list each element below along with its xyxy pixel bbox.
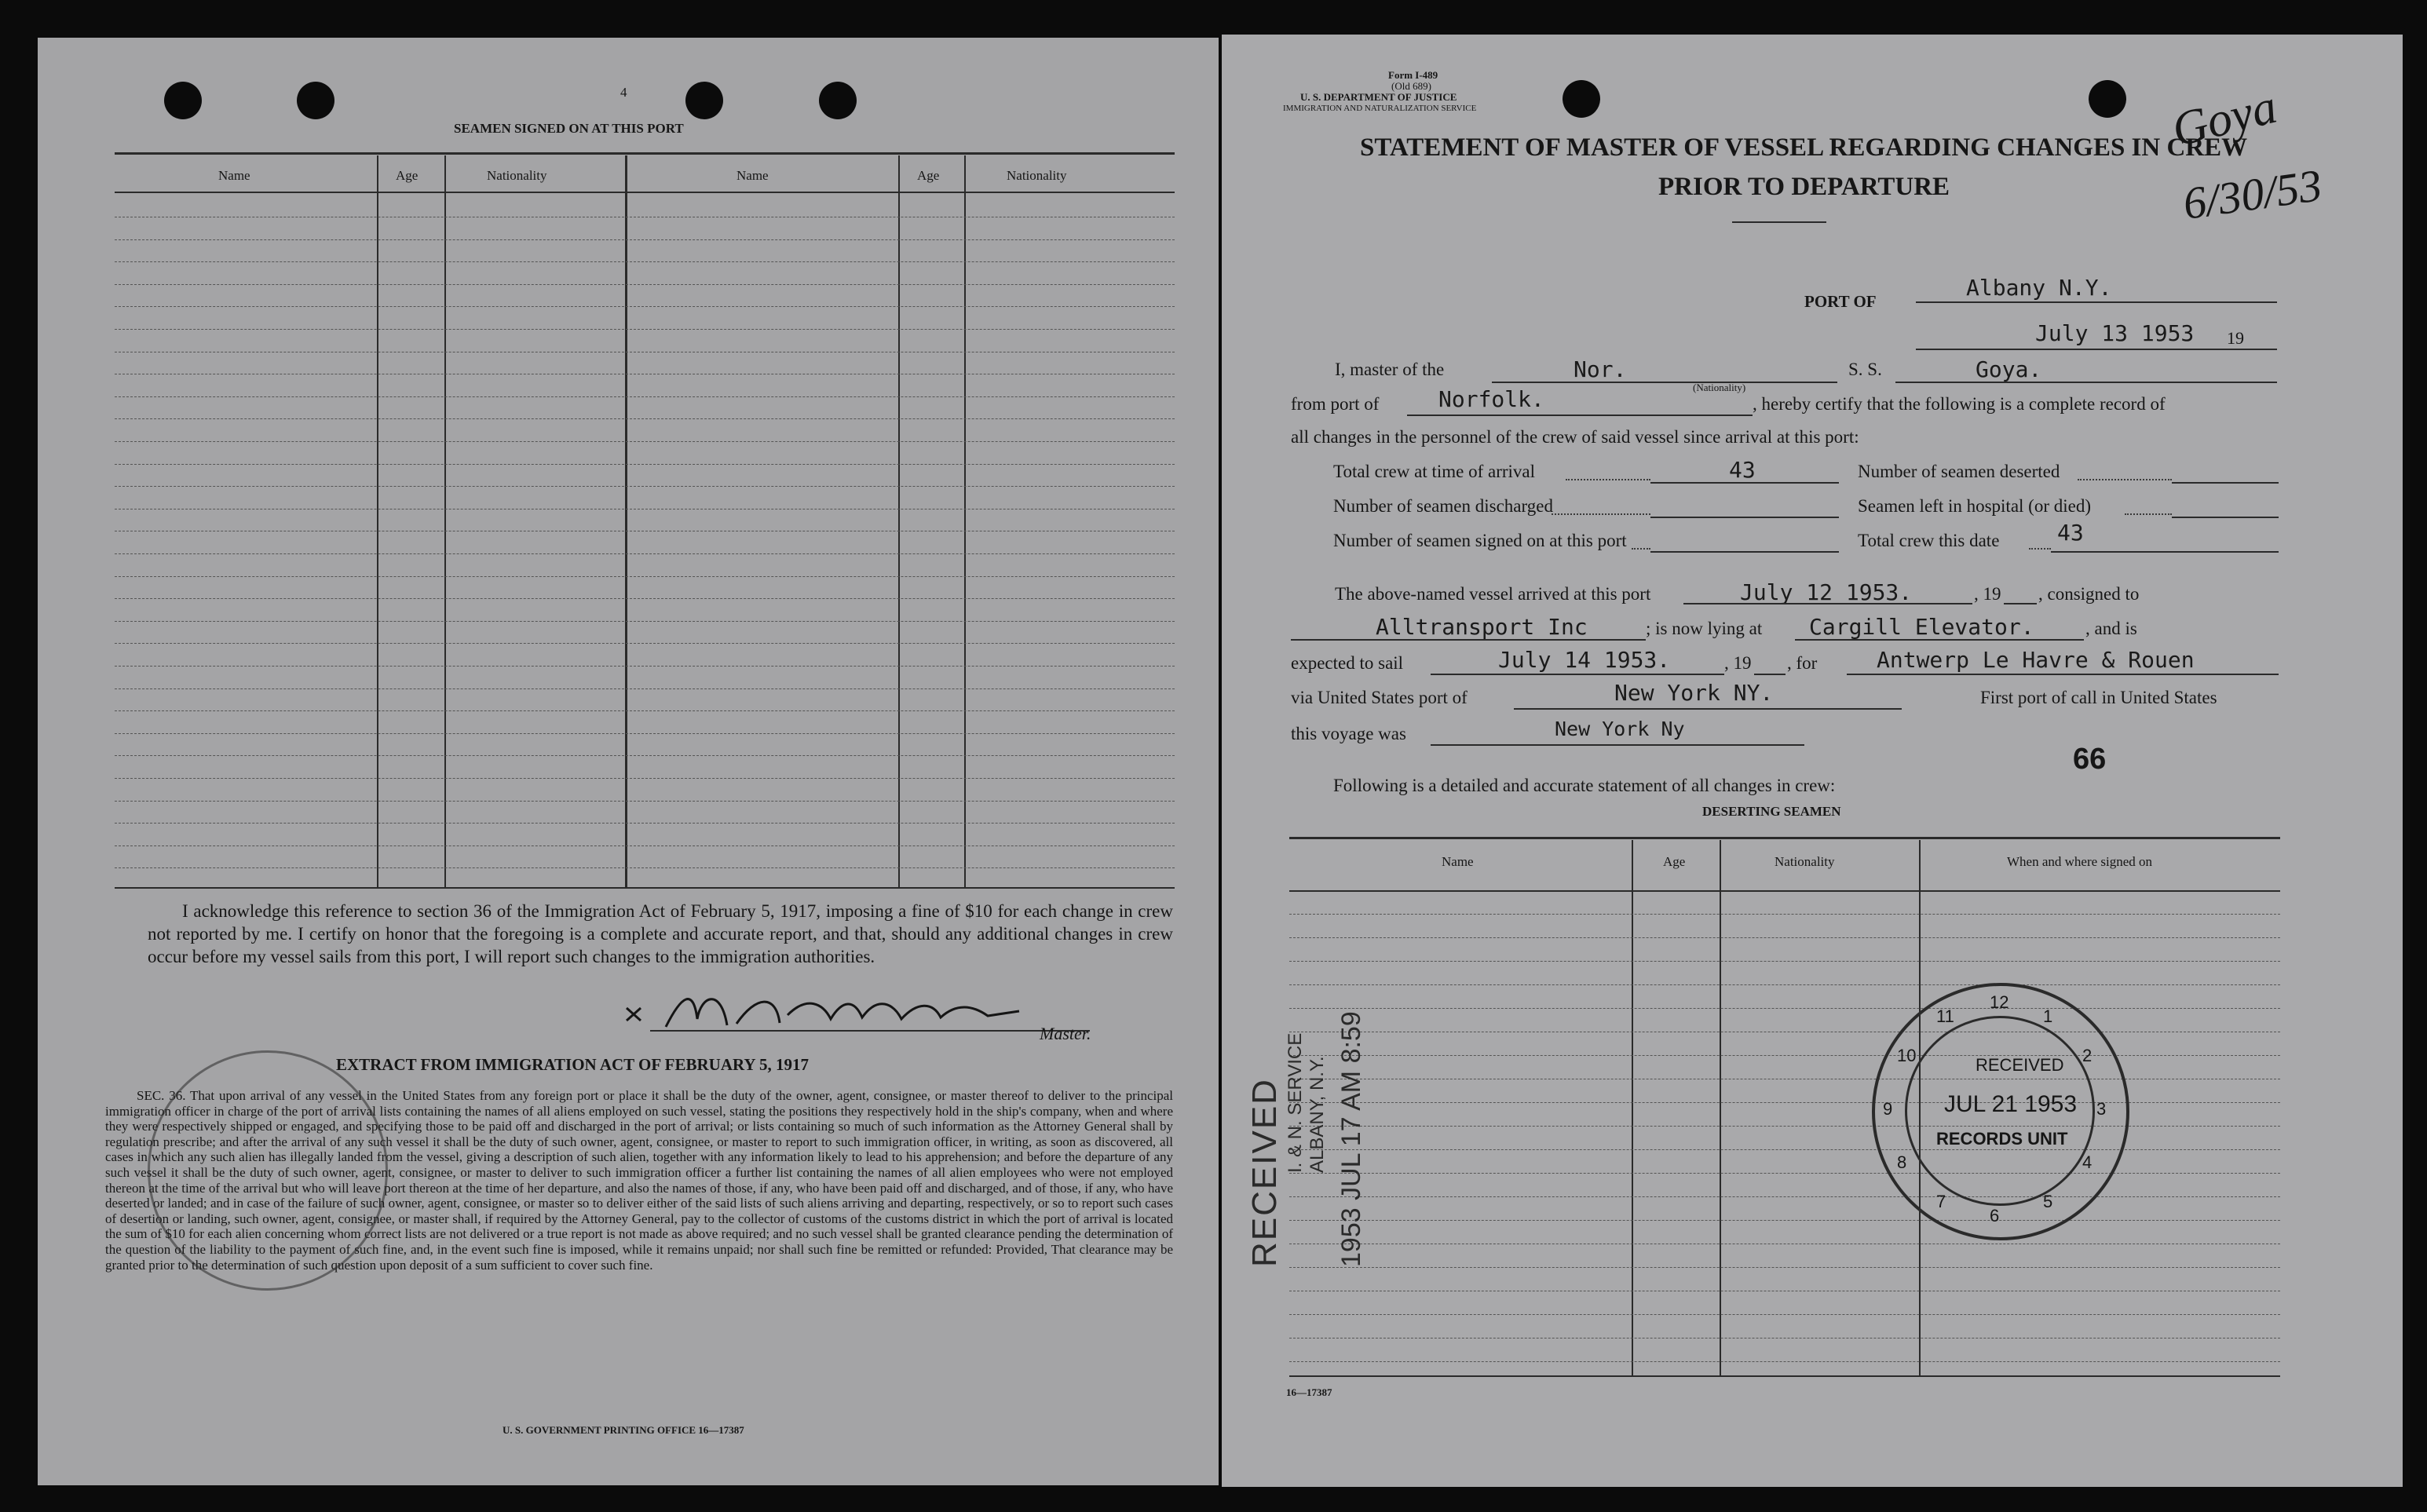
punch-hole <box>2089 80 2126 118</box>
table-row-rule <box>115 284 1175 285</box>
arrived-suffix: , 19 <box>1974 584 2001 604</box>
records-stamp-date: JUL 21 1953 <box>1944 1091 2078 1117</box>
leader-dots <box>2029 548 2051 550</box>
records-stamp-hour: 11 <box>1936 1006 1954 1026</box>
expected-line <box>1431 674 1724 675</box>
table-row-rule <box>115 261 1175 262</box>
for-label: , for <box>1787 653 1818 673</box>
col-header-age: Age <box>1663 854 1686 869</box>
table-row-rule <box>1289 1314 2280 1315</box>
certify-text: , hereby certify that the following is a complete record of <box>1753 394 2166 414</box>
column-divider <box>1720 840 1721 1375</box>
records-stamp-hour: 10 <box>1897 1046 1917 1065</box>
extract-title: EXTRACT FROM IMMIGRATION ACT OF FEBRUARY 5, 1917 <box>336 1055 810 1074</box>
table-row-rule <box>115 710 1175 711</box>
received-stamp <box>1245 1011 1367 1267</box>
expected-year-line <box>1754 674 1786 675</box>
port-of-line <box>1916 301 2277 303</box>
punch-hole <box>297 82 334 119</box>
expected-suffix: , 19 <box>1724 653 1752 673</box>
department: U. S. DEPARTMENT OF JUSTICE <box>1300 91 1457 103</box>
consignee-line <box>1291 639 1646 641</box>
arrived-label: The above-named vessel arrived at this port <box>1335 584 1651 604</box>
col-header-nationality: Nationality <box>1007 168 1067 183</box>
received-stamp-line2: I. & N. SERVICE <box>1285 1032 1306 1173</box>
ss-label: S. S. <box>1848 360 1882 379</box>
table-row-rule <box>115 643 1175 644</box>
following-label: Following is a detailed and accurate statement of all changes in crew: <box>1333 776 1836 795</box>
records-stamp-unit: RECORDS UNIT <box>1936 1129 2068 1149</box>
leader-dots <box>2078 479 2172 480</box>
form-number: Form I-489 <box>1388 69 1438 81</box>
records-stamp-hour: 2 <box>2082 1046 2093 1065</box>
col-header-nationality: Nationality <box>487 168 547 183</box>
report-date-suffix: 19 <box>2227 328 2244 348</box>
stat-line <box>2051 551 2279 553</box>
received-stamp-title: RECEIVED <box>1245 1078 1284 1267</box>
punch-hole <box>1563 80 1600 118</box>
stat-line <box>2172 517 2279 518</box>
stat-line <box>2172 482 2279 484</box>
table-row-rule <box>115 598 1175 599</box>
and-is-label: , and is <box>2085 619 2137 638</box>
title-underline <box>1732 221 1826 223</box>
expected-label: expected to sail <box>1291 653 1404 673</box>
table-row-rule <box>115 239 1175 240</box>
table-row-rule <box>1289 937 2280 938</box>
first-port-label: First port of call in United States <box>1980 688 2217 707</box>
table-row-rule <box>1289 914 2280 915</box>
table-row-rule <box>1289 1361 2280 1362</box>
table-row-rule <box>115 418 1175 419</box>
signature-line <box>650 1030 1090 1032</box>
via-label: via United States port of <box>1291 688 1468 707</box>
records-stamp-hour: 6 <box>1990 1206 2000 1225</box>
signed-on-label: Number of seamen signed on at this port <box>1333 531 1627 550</box>
port-of-label: PORT OF <box>1804 292 1877 311</box>
arrived-value: July 12 1953. <box>1740 579 1913 605</box>
table-row-rule <box>1289 1220 2280 1221</box>
table-row-rule <box>115 576 1175 577</box>
table-row-rule <box>115 329 1175 330</box>
col-header-name: Name <box>1442 854 1474 869</box>
records-stamp-hour: 5 <box>2043 1192 2053 1211</box>
right-page <box>1222 35 2403 1487</box>
records-unit-stamp <box>1872 983 2129 1240</box>
table-row-rule <box>1289 1338 2280 1339</box>
records-stamp-hour: 3 <box>2096 1099 2107 1119</box>
consigned-label: , consigned to <box>2038 584 2140 604</box>
discharged-label: Number of seamen discharged <box>1333 496 1553 516</box>
punch-hole <box>819 82 857 119</box>
port-of-value: Albany N.Y. <box>1966 275 2112 301</box>
nationality-caption: (Nationality) <box>1693 382 1746 393</box>
received-stamp-date: 1953 JUL 17 AM 8:59 <box>1336 1011 1366 1267</box>
table-row-rule <box>115 733 1175 734</box>
lying-value: Cargill Elevator. <box>1809 614 2034 640</box>
handwritten-vessel-name: Goya <box>2166 79 2283 158</box>
table-row-rule <box>115 486 1175 487</box>
col-header-signed-on: When and where signed on <box>2007 854 2153 869</box>
left-page <box>38 38 1219 1485</box>
hospital-label: Seamen left in hospital (or died) <box>1858 496 2092 516</box>
punch-hole <box>164 82 202 119</box>
from-port-line <box>1407 415 1753 416</box>
voyage-value: New York Ny <box>1555 718 1685 740</box>
table-bottom-rule <box>115 887 1175 889</box>
acknowledgment-text: I acknowledge this reference to section 36 of the Immigration Act of February 5, 1917, imposing a fine of $10 for each change in crew not reported by me. I certify on honor that the foregoing is a complete and accurate report, and that, should any additional changes in crew occur before my vessel sails from this port, I will report such changes to the immigration authorities. <box>148 901 1173 966</box>
deserting-table-header <box>1289 890 2280 892</box>
arrived-line <box>1683 603 1972 604</box>
master-signature <box>619 980 1027 1043</box>
total-crew-date-value: 43 <box>2057 520 2084 546</box>
deserting-table-bottom <box>1289 1375 2280 1377</box>
table-row-rule <box>115 441 1175 442</box>
ss-value: Goya. <box>1976 356 2042 382</box>
table-row-rule <box>115 464 1175 465</box>
table-row-rule <box>115 867 1175 868</box>
arrived-year-line <box>2004 603 2037 604</box>
table-row-rule <box>1289 1173 2280 1174</box>
certify-text-2: all changes in the personnel of the crew of said vessel since arrival at this port: <box>1291 427 1859 447</box>
table-row-rule <box>115 688 1175 689</box>
records-stamp-hour: 12 <box>1990 992 2009 1012</box>
table-header-rule <box>115 192 1175 193</box>
via-value: New York NY. <box>1614 680 1774 706</box>
form-subtitle: PRIOR TO DEPARTURE <box>1658 173 1950 201</box>
table-row-rule <box>1289 961 2280 962</box>
lying-label: ; is now lying at <box>1646 619 1763 638</box>
leader-dots <box>1632 548 1650 550</box>
deserting-table-top <box>1289 837 2280 839</box>
nationality-value: Nor. <box>1574 356 1627 382</box>
table-row-rule <box>115 823 1175 824</box>
service: IMMIGRATION AND NATURALIZATION SERVICE <box>1283 104 1477 113</box>
table-row-rule <box>1289 984 2280 985</box>
records-stamp-hour: 8 <box>1897 1152 1907 1172</box>
table-row-rule <box>1289 1149 2280 1150</box>
table-row-rule <box>115 755 1175 756</box>
signature-role: Master. <box>1040 1024 1091 1043</box>
stamp-number: 66 <box>2073 743 2107 776</box>
master-of-label: I, master of the <box>1335 360 1445 379</box>
table-row-rule <box>1289 1102 2280 1103</box>
records-stamp-title: RECEIVED <box>1976 1055 2064 1075</box>
form-old-number: (Old 689) <box>1391 80 1431 92</box>
from-port-value: Norfolk. <box>1438 386 1544 412</box>
nationality-line <box>1492 382 1837 383</box>
report-date: July 13 1953 <box>2035 320 2195 346</box>
table-row-rule <box>115 666 1175 667</box>
col-header-name: Name <box>737 168 769 183</box>
leader-dots <box>1552 513 1650 515</box>
table-row-rule <box>115 553 1175 554</box>
table-row-rule <box>115 845 1175 846</box>
column-divider <box>1632 840 1633 1375</box>
table-row-rule <box>115 801 1175 802</box>
consignee-value: Alltransport Inc <box>1376 614 1588 640</box>
total-crew-arrival-label: Total crew at time of arrival <box>1333 462 1536 481</box>
table-row-rule <box>115 396 1175 397</box>
table-row-rule <box>115 306 1175 307</box>
extract-text: SEC. 36. That upon arrival of any vessel in the United States from any foreign port or place it shall be the duty of the owner, agent, consignee, or master thereof to deliver to the principal immigration officer in charge of the port of arrival lists containing the names of all aliens employed on such vessel, stating the positions they respectively hold in the ship's company, when and where they were respectively shipped or engaged, and specifying those to be paid off and discharged in the port of arrival; or lists containing so much of such information as the Attorney General shall by regulation prescribe; and after the arrival of any such vessel it shall be the duty of such owner, agent, consignee, or master to report to such immigration officer, in writing, as soon as discovered, all cases in which any such alien has illegally landed from the vessel, giving a description of such alien, together with any information likely to lead to his apprehension; and before the departure of any such vessel it shall be the duty of such owner, agent, consignee, or master to deliver to such immigration officer a further list containing the names of all alien employees who were not employed thereon at the time of the arrival but who will leave port thereon at the time of her departure, and also the names of those, if any, who have been paid off and discharged, and of those, if any, who have deserted or landed; and in case of the failure of such owner, agent, consignee, or master so to deliver either of the said lists of such aliens arriving and departing, respectively, or so to report such cases of desertion or landing, such owner, agent, consignee, or master shall, if required by the Attorney General, pay to the collector of customs of the customs district in which the port of arrival is located the sum of $10 for each alien concerning whom correct lists are not delivered or a true report is not made as above required; and no such vessel shall be granted clearance pending the determination of the question of the liability to the payment of such fine, and, in the event such fine is imposed, while it remains unpaid; nor shall such fine be remitted or refunded: Provided, That clearance may be granted prior to the determination of such question upon deposit of a sum sufficient to cover such fine. <box>105 1088 1173 1273</box>
table-row-rule <box>1289 1267 2280 1268</box>
records-stamp-hour: 4 <box>2082 1152 2093 1172</box>
voyage-line <box>1431 744 1804 746</box>
stat-line <box>1650 482 1839 484</box>
records-stamp-hour: 7 <box>1936 1192 1946 1211</box>
deserting-title: DESERTING SEAMEN <box>1702 804 1841 819</box>
via-line <box>1514 708 1902 710</box>
stat-line <box>1650 551 1839 553</box>
total-crew-date-label: Total crew this date <box>1858 531 2000 550</box>
table-row-rule <box>115 778 1175 779</box>
punch-hole <box>685 82 723 119</box>
form-title: STATEMENT OF MASTER OF VESSEL REGARDING CHANGES IN CREW <box>1360 133 2248 162</box>
expected-value: July 14 1953. <box>1498 647 1671 673</box>
date-line <box>1916 349 2277 350</box>
col-header-age: Age <box>396 168 419 183</box>
destination-value: Antwerp Le Havre & Rouen <box>1877 647 2195 673</box>
voyage-label: this voyage was <box>1291 724 1406 743</box>
lying-line <box>1795 639 2084 641</box>
printer-imprint: 16—17387 <box>1286 1386 1332 1398</box>
received-stamp-line3: ALBANY, N.Y. <box>1307 1056 1328 1173</box>
from-port-label: from port of <box>1291 394 1380 414</box>
table-title: SEAMEN SIGNED ON AT THIS PORT <box>454 121 684 136</box>
destination-line <box>1847 674 2279 675</box>
table-row-rule <box>1289 1126 2280 1127</box>
printer-imprint: U. S. GOVERNMENT PRINTING OFFICE 16—17387 <box>503 1424 744 1436</box>
total-crew-arrival-value: 43 <box>1729 457 1756 483</box>
table-row-rule <box>1289 1008 2280 1009</box>
table-row-rule <box>1289 1196 2280 1197</box>
records-stamp-hour: 1 <box>2043 1006 2053 1026</box>
ss-line <box>1895 382 2277 383</box>
page-number: 4 <box>620 85 627 100</box>
records-stamp-hour: 9 <box>1883 1099 1893 1119</box>
col-header-name: Name <box>218 168 250 183</box>
leader-dots <box>1566 479 1650 480</box>
leader-dots <box>2125 513 2172 515</box>
col-header-nationality: Nationality <box>1775 854 1835 869</box>
table-row-rule <box>115 621 1175 622</box>
deserted-label: Number of seamen deserted <box>1858 462 2060 481</box>
stat-line <box>1650 517 1839 518</box>
handwritten-date: 6/30/53 <box>2180 159 2325 230</box>
table-row-rule <box>1289 1055 2280 1056</box>
table-top-rule <box>115 152 1175 155</box>
col-header-age: Age <box>917 168 940 183</box>
round-stamp-faint <box>148 1050 388 1291</box>
